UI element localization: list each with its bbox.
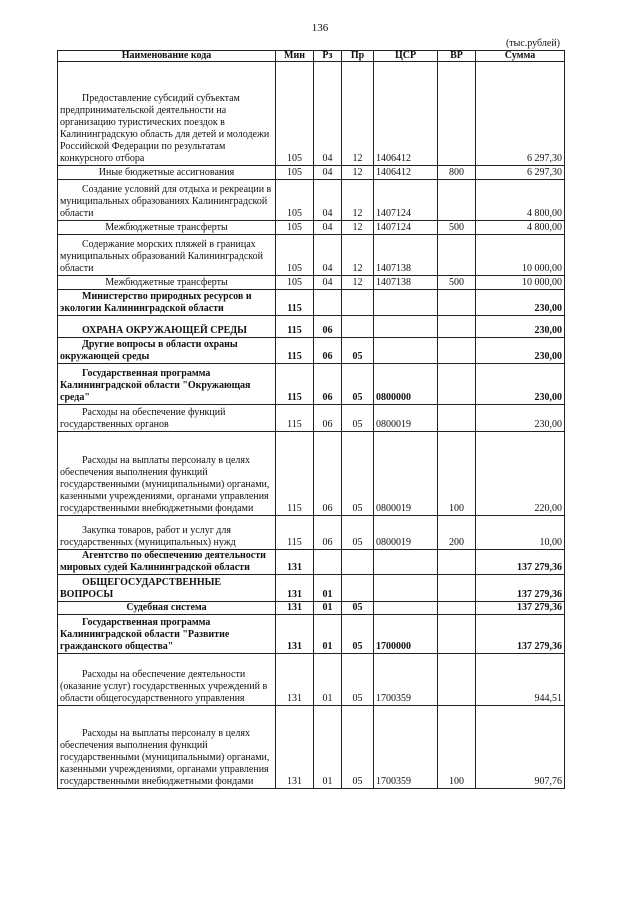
row-pr: 12 [342, 166, 374, 180]
row-rz: 04 [314, 180, 342, 221]
row-name-text: Расходы на обеспечение деятельности (оказание услуг) государственных учреждений в области общегосударственного управления [60, 669, 268, 704]
row-min: 115 [276, 432, 314, 516]
row-rz: 04 [314, 276, 342, 290]
row-name-text: Расходы на выплаты персоналу в целях обеспечения выполнения функций государственными (муниципальными) органами, казенными учреждениями, органами управления государственными внебюджетными фондами [60, 728, 270, 787]
row-name-text: Государственная программа Калининградской области "Развитие гражданского общества" [60, 617, 230, 652]
header-sum: Сумма [476, 51, 565, 62]
table-row [58, 62, 565, 166]
row-vr [438, 550, 476, 575]
row-rz: 01 [314, 706, 342, 789]
row-pr: 05 [342, 432, 374, 516]
table-row [58, 338, 565, 364]
table-row [58, 615, 565, 654]
table-header-row [58, 51, 565, 62]
row-sum: 230,00 [476, 405, 565, 432]
units-label: (тыс.рублей) [505, 38, 560, 49]
row-rz: 06 [314, 364, 342, 405]
row-name-text: Закупка товаров, работ и услуг для государственных (муниципальных) нужд [60, 525, 236, 548]
row-name [58, 364, 276, 405]
row-min: 115 [276, 516, 314, 550]
row-min: 131 [276, 654, 314, 706]
row-csr [374, 290, 438, 316]
table-row [58, 516, 565, 550]
row-csr: 1407138 [374, 276, 438, 290]
row-vr [438, 290, 476, 316]
row-vr [438, 338, 476, 364]
row-name-text: ОХРАНА ОКРУЖАЮЩЕЙ СРЕДЫ [82, 325, 247, 336]
row-csr: 1700359 [374, 706, 438, 789]
row-vr: 200 [438, 516, 476, 550]
row-csr: 1700000 [374, 615, 438, 654]
row-name-text: Министерство природных ресурсов и экологии Калининградской области [60, 291, 252, 314]
budget-table [57, 50, 565, 789]
row-csr: 1407124 [374, 221, 438, 235]
row-vr [438, 615, 476, 654]
header-vr: ВР [438, 51, 476, 62]
row-rz: 06 [314, 432, 342, 516]
row-pr: 12 [342, 235, 374, 276]
table-row [58, 166, 565, 180]
row-name-text: Межбюджетные трансферты [105, 277, 228, 288]
row-name [58, 654, 276, 706]
table-row [58, 405, 565, 432]
row-rz: 06 [314, 405, 342, 432]
row-rz: 06 [314, 316, 342, 338]
table-row [58, 550, 565, 575]
row-csr: 1700359 [374, 654, 438, 706]
row-csr [374, 602, 438, 615]
page-number: 136 [311, 22, 329, 34]
row-pr: 05 [342, 516, 374, 550]
row-pr [342, 290, 374, 316]
row-sum: 907,76 [476, 706, 565, 789]
row-name [58, 290, 276, 316]
row-vr [438, 602, 476, 615]
row-min: 131 [276, 615, 314, 654]
row-sum: 220,00 [476, 432, 565, 516]
table-row [58, 575, 565, 602]
row-sum: 230,00 [476, 364, 565, 405]
row-min: 131 [276, 550, 314, 575]
row-csr: 0800019 [374, 432, 438, 516]
row-rz: 04 [314, 221, 342, 235]
row-csr [374, 316, 438, 338]
row-sum: 230,00 [476, 316, 565, 338]
row-sum: 137 279,36 [476, 550, 565, 575]
row-name [58, 221, 276, 235]
row-vr: 800 [438, 166, 476, 180]
row-rz: 01 [314, 615, 342, 654]
row-csr: 0800019 [374, 405, 438, 432]
row-vr [438, 575, 476, 602]
row-rz: 04 [314, 62, 342, 166]
row-rz: 06 [314, 516, 342, 550]
table-row [58, 235, 565, 276]
row-sum: 230,00 [476, 290, 565, 316]
row-name-text: Расходы на выплаты персоналу в целях обеспечения выполнения функций государственными (муниципальными) органами, казенными учреждениями, органами управления государственными внебюджетными фондами [60, 455, 270, 514]
row-min: 131 [276, 602, 314, 615]
row-sum: 10 000,00 [476, 276, 565, 290]
row-name [58, 62, 276, 166]
row-vr: 100 [438, 432, 476, 516]
row-name [58, 432, 276, 516]
row-vr [438, 180, 476, 221]
table-row [58, 364, 565, 405]
table-row [58, 432, 565, 516]
row-name-text: Агентство по обеспечению деятельности мировых судей Калининградской области [60, 550, 266, 573]
row-vr [438, 405, 476, 432]
row-csr [374, 550, 438, 575]
row-sum: 6 297,30 [476, 62, 565, 166]
header-pr: Пр [342, 51, 374, 62]
row-min: 131 [276, 575, 314, 602]
table-row [58, 221, 565, 235]
row-rz: 04 [314, 235, 342, 276]
row-vr: 100 [438, 706, 476, 789]
row-rz: 01 [314, 654, 342, 706]
row-pr: 05 [342, 654, 374, 706]
row-rz: 01 [314, 602, 342, 615]
row-pr: 05 [342, 405, 374, 432]
header-min: Мин [276, 51, 314, 62]
row-pr: 05 [342, 364, 374, 405]
row-rz: 01 [314, 575, 342, 602]
row-pr [342, 550, 374, 575]
row-min: 131 [276, 706, 314, 789]
header-name: Наименование кода [58, 51, 276, 62]
row-sum: 10 000,00 [476, 235, 565, 276]
row-name [58, 615, 276, 654]
table-row [58, 316, 565, 338]
row-sum: 10,00 [476, 516, 565, 550]
row-sum: 137 279,36 [476, 575, 565, 602]
row-name [58, 405, 276, 432]
row-name-text: ОБЩЕГОСУДАРСТВЕННЫЕ ВОПРОСЫ [60, 577, 222, 600]
row-pr [342, 316, 374, 338]
row-min: 105 [276, 62, 314, 166]
table-row [58, 706, 565, 789]
row-csr [374, 575, 438, 602]
row-name-text: Межбюджетные трансферты [105, 222, 228, 233]
row-min: 115 [276, 290, 314, 316]
row-min: 115 [276, 364, 314, 405]
row-rz: 04 [314, 166, 342, 180]
row-min: 115 [276, 316, 314, 338]
row-csr: 0800000 [374, 364, 438, 405]
row-name-text: Государственная программа Калининградской области "Окружающая среда" [60, 368, 251, 403]
row-csr: 1407124 [374, 180, 438, 221]
row-name [58, 575, 276, 602]
row-vr: 500 [438, 221, 476, 235]
row-sum: 137 279,36 [476, 615, 565, 654]
row-csr: 0800019 [374, 516, 438, 550]
row-min: 105 [276, 166, 314, 180]
row-min: 105 [276, 221, 314, 235]
row-pr: 12 [342, 180, 374, 221]
row-name [58, 235, 276, 276]
row-name-text: Расходы на обеспечение функций государственных органов [60, 407, 226, 430]
row-sum: 4 800,00 [476, 180, 565, 221]
row-min: 105 [276, 180, 314, 221]
row-min: 115 [276, 338, 314, 364]
row-name-text: Создание условий для отдыха и рекреации в муниципальных образованиях Калининградской области [60, 184, 272, 219]
row-vr [438, 316, 476, 338]
row-name [58, 338, 276, 364]
row-pr: 12 [342, 276, 374, 290]
row-name [58, 706, 276, 789]
row-min: 105 [276, 235, 314, 276]
row-min: 105 [276, 276, 314, 290]
row-pr: 05 [342, 602, 374, 615]
row-csr [374, 338, 438, 364]
header-csr: ЦСР [374, 51, 438, 62]
row-pr: 05 [342, 338, 374, 364]
row-sum: 944,51 [476, 654, 565, 706]
table-row [58, 290, 565, 316]
row-pr: 12 [342, 221, 374, 235]
row-name [58, 550, 276, 575]
row-name-text: Предоставление субсидий субъектам предпринимательской деятельности на организацию туристических поездок в Калининградскую область для детей и молодежи Российской Федерации по результатам конкурсного отбора [60, 93, 270, 164]
row-sum: 4 800,00 [476, 221, 565, 235]
row-sum: 6 297,30 [476, 166, 565, 180]
row-name-text: Содержание морских пляжей в границах муниципальных образований Калининградской области [60, 239, 263, 274]
row-vr [438, 235, 476, 276]
row-pr: 05 [342, 706, 374, 789]
table-row [58, 602, 565, 615]
table-row [58, 180, 565, 221]
table-body [58, 62, 565, 789]
row-name [58, 316, 276, 338]
row-pr: 12 [342, 62, 374, 166]
row-vr [438, 654, 476, 706]
row-pr [342, 575, 374, 602]
row-name [58, 166, 276, 180]
row-csr: 1407138 [374, 235, 438, 276]
row-csr: 1406412 [374, 62, 438, 166]
row-csr: 1406412 [374, 166, 438, 180]
row-sum: 137 279,36 [476, 602, 565, 615]
row-pr: 05 [342, 615, 374, 654]
row-rz [314, 550, 342, 575]
table-row [58, 276, 565, 290]
row-min: 115 [276, 405, 314, 432]
header-rz: Рз [314, 51, 342, 62]
row-name [58, 180, 276, 221]
row-vr [438, 62, 476, 166]
row-name-text: Другие вопросы в области охраны окружающей среды [60, 339, 238, 362]
row-sum: 230,00 [476, 338, 565, 364]
row-name-text: Судебная система [126, 602, 207, 613]
row-rz: 06 [314, 338, 342, 364]
row-vr [438, 364, 476, 405]
row-name [58, 276, 276, 290]
row-name-text: Иные бюджетные ассигнования [98, 167, 235, 178]
table-row [58, 654, 565, 706]
row-name [58, 602, 276, 615]
row-vr: 500 [438, 276, 476, 290]
row-name [58, 516, 276, 550]
row-rz [314, 290, 342, 316]
